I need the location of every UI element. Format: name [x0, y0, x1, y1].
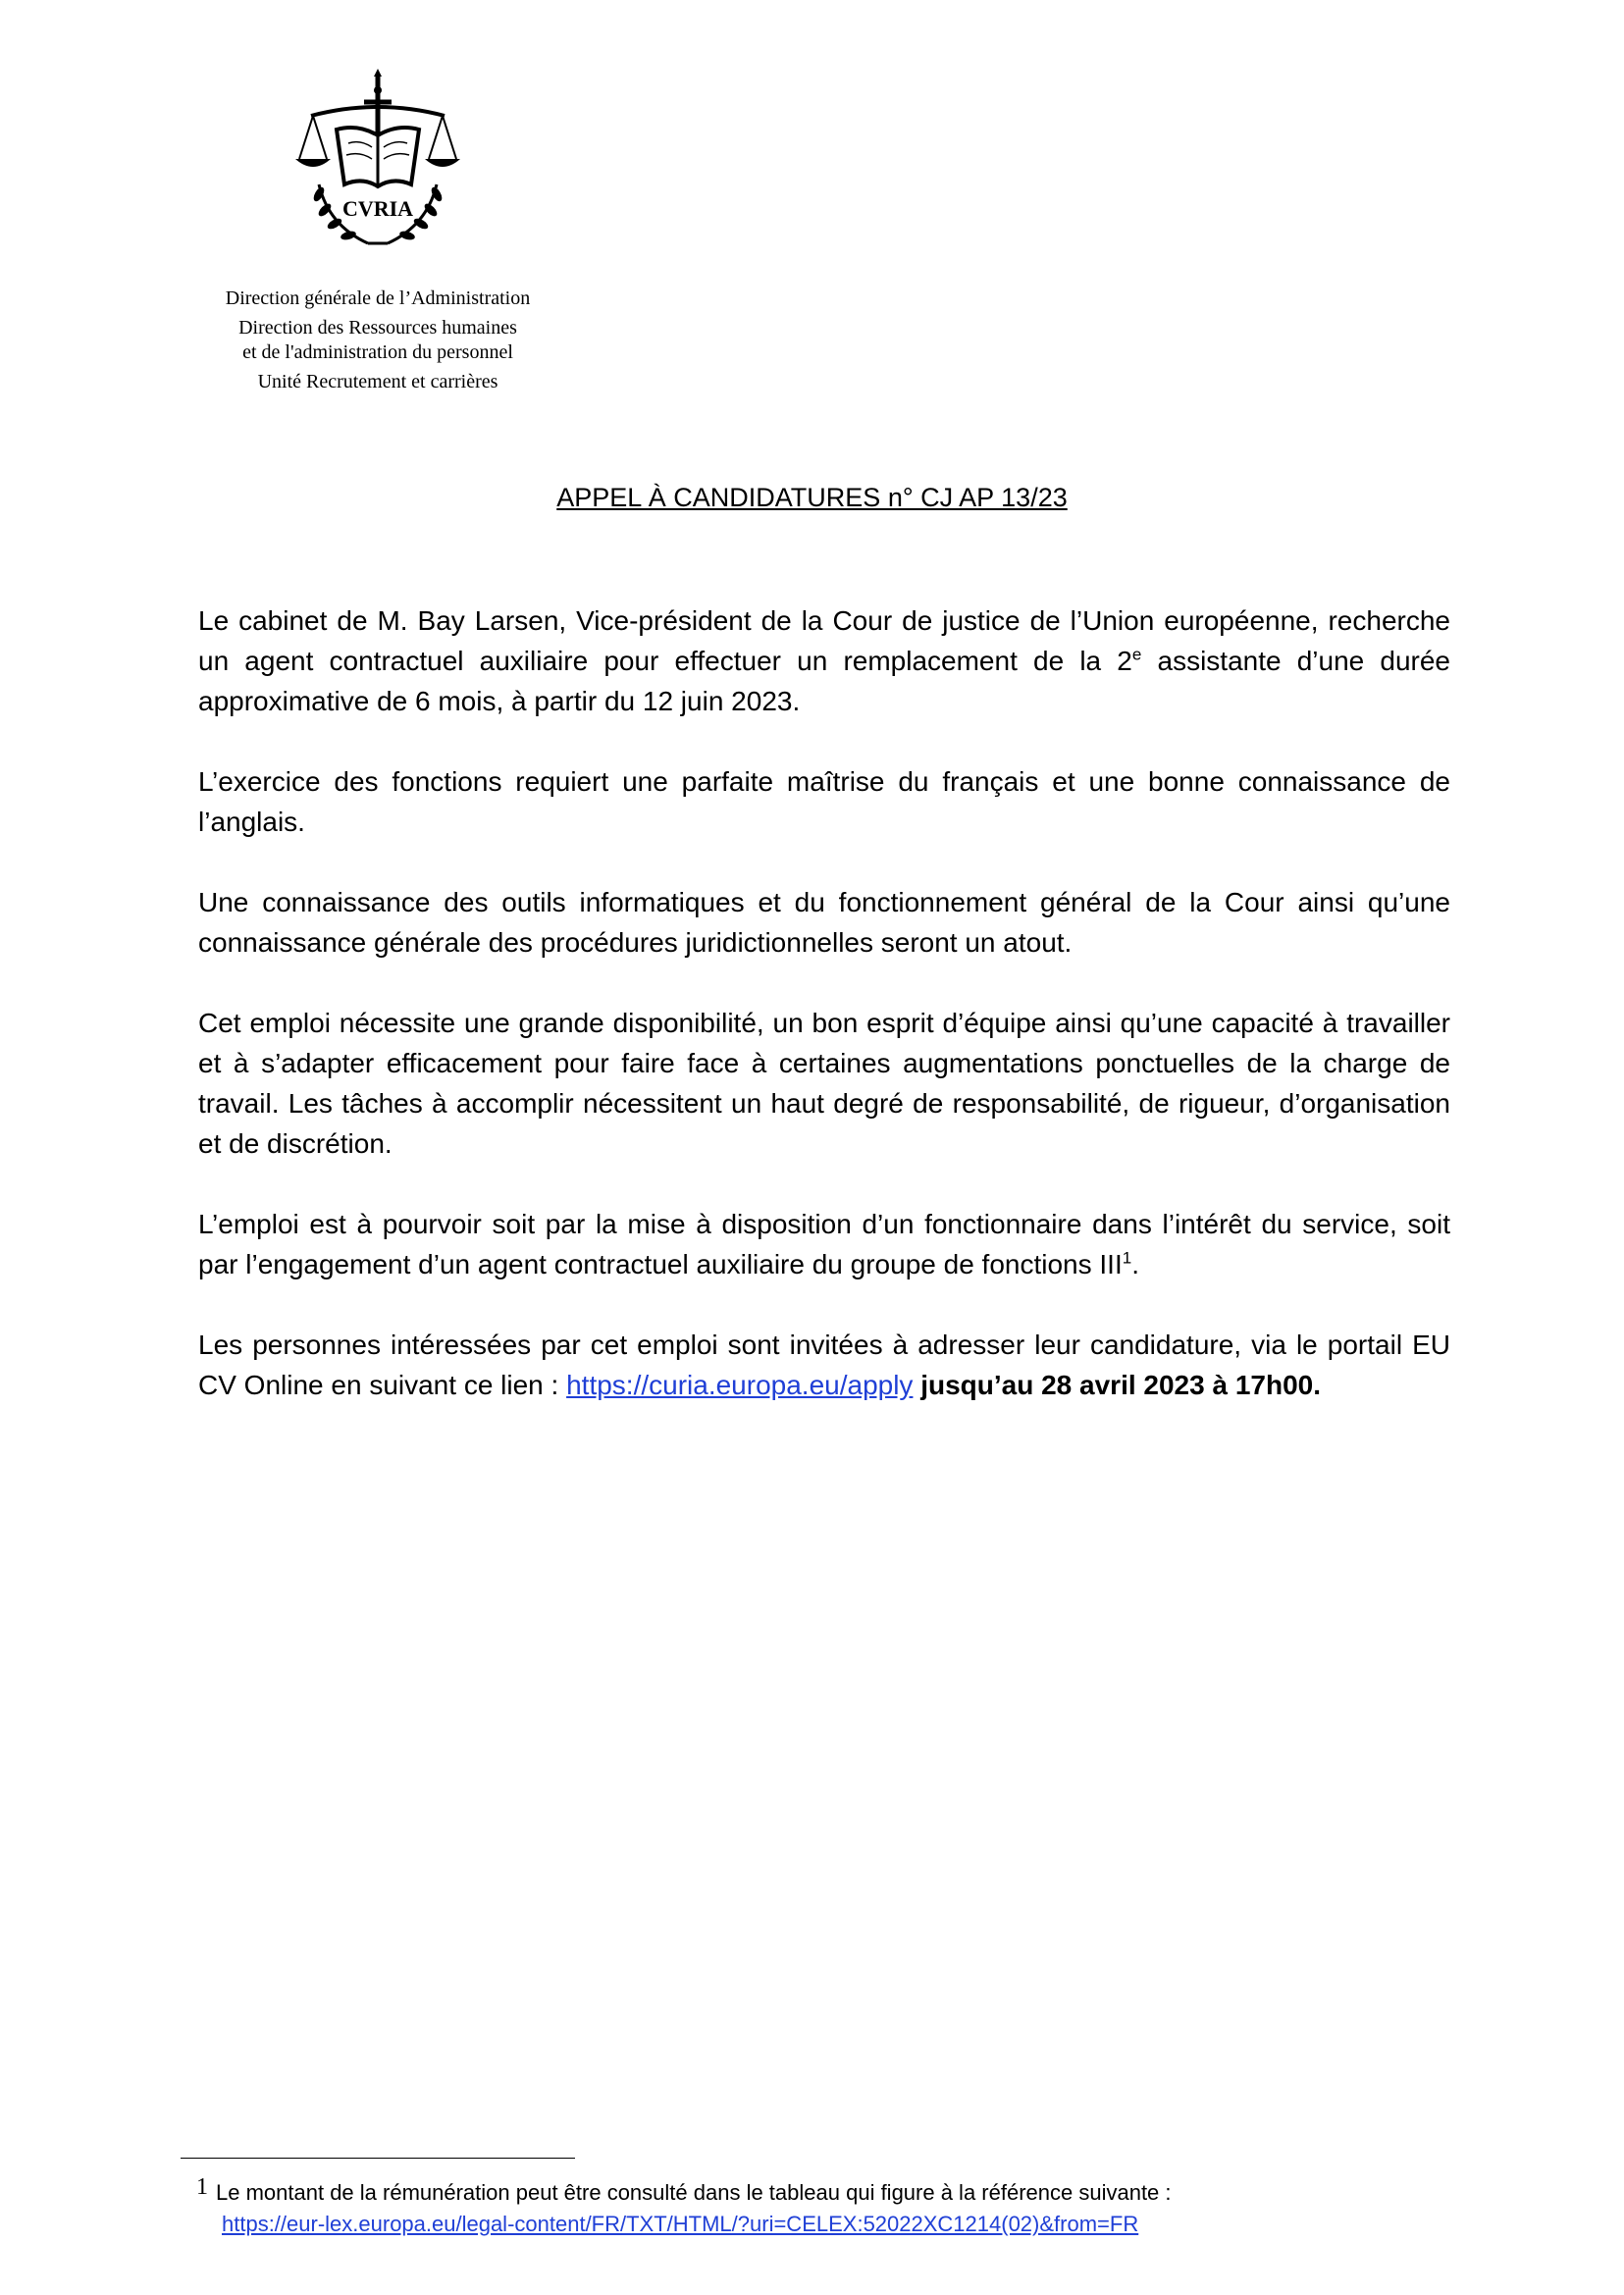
footnote-separator [181, 2158, 575, 2159]
text-run: L’emploi est à pourvoir soit par la mise à disposition d’un fonctionnaire dans l’intérêt du service, soit par l’engagement d’un agent contractuel auxiliaire du groupe de fonctions III [198, 1209, 1450, 1279]
paragraph-requirements: Cet emploi nécessite une grande disponibilité, un bon esprit d’équipe ainsi qu’une capacité à travailler et à s’adapter efficacement pour faire face à certaines augmentations ponctuelles de la charge de travail. Les tâches à accomplir nécessitent un haut degré de responsabilité, de rigueur, d’organisation et de discrétion. [198, 1008, 1450, 1159]
document-body [198, 600, 1450, 1445]
org-line: et de l'administration du personnel [242, 341, 513, 363]
paragraph-recruitment [198, 1204, 1450, 1284]
footnote-number: 1 [196, 2174, 208, 2200]
footnote [196, 2171, 1433, 2240]
org-line: Unité Recrutement et carrières [257, 371, 498, 392]
apply-link[interactable]: https://curia.europa.eu/apply [566, 1370, 914, 1400]
deadline-text: jusqu’au 28 avril 2023 à 17h00. [913, 1370, 1322, 1400]
footnote-line [196, 2171, 1433, 2209]
footnote-text: Le montant de la rémunération peut être consulté dans le tableau qui figure à la référence suivante : [216, 2180, 1172, 2205]
org-line: Direction générale de l’Administration [225, 287, 531, 309]
text-run: . [1131, 1249, 1139, 1279]
eur-lex-link[interactable]: https://eur-lex.europa.eu/legal-content/FR/TXT/HTML/?uri=CELEX:52022XC1214(02)&from=FR [222, 2212, 1139, 2236]
logo-text: CVRIA [341, 196, 414, 221]
paragraph-languages: L’exercice des fonctions requiert une parfaite maîtrise du français et une bonne connaissance de l’anglais. [198, 766, 1450, 837]
org-line: Direction des Ressources humaines [238, 317, 517, 339]
text-run: Les personnes intéressées par cet emploi sont invitées à adresser leur candidature, via le portail EU CV Online en suivant ce lien : [198, 1330, 1450, 1400]
title-text: APPEL À CANDIDATURES n° CJ AP 13/23 [556, 483, 1068, 512]
curia-emblem-icon [289, 69, 466, 265]
paragraph-skills: Une connaissance des outils informatiques et du fonctionnement général de la Cour ainsi qu’une connaissance générale des procédures juridictionnelles seront un atout. [198, 887, 1450, 958]
issuing-department [196, 287, 559, 394]
footnote-url-line [196, 2209, 1433, 2240]
paragraph-position [198, 600, 1450, 721]
footnote-reference[interactable]: 1 [1122, 1248, 1132, 1268]
paragraph-application [198, 1325, 1450, 1405]
superscript: e [1131, 645, 1142, 664]
text-run: assistante d’une durée approximative de 6 mois, à partir du 12 juin 2023. [198, 646, 1451, 716]
text-run: Le cabinet de M. Bay Larsen, Vice-président de la Cour de justice de l’Union européenne, recherche un agent contractuel auxiliaire pour effectuer un remplacement de la 2 [198, 605, 1450, 676]
document-title [0, 483, 1624, 513]
